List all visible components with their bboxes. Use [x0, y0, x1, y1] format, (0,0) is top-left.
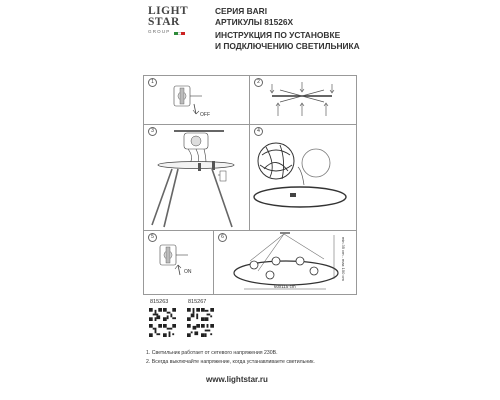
- note-2: 2. Всегда выключайте напряжение, когда устанавливаете светильник.: [146, 359, 315, 365]
- logo-line-2: STAR: [148, 16, 180, 28]
- article-code-1: 815263: [150, 299, 169, 305]
- step-number: 3: [148, 127, 157, 136]
- series-header: [215, 6, 293, 28]
- step-number: 1: [148, 78, 157, 87]
- title-line-1: ИНСТРУКЦИЯ ПО УСТАНОВКЕ: [215, 30, 341, 40]
- step-number: 4: [254, 127, 263, 136]
- switch-on-label: ON: [184, 269, 192, 275]
- instruction-grid: [143, 75, 357, 295]
- step-4-panel: [250, 125, 356, 231]
- wiring-connection-illustration: [144, 125, 250, 231]
- switch-off-illustration: [144, 76, 250, 125]
- step-1-panel: [144, 76, 250, 125]
- website-link[interactable]: www.lightstar.ru: [206, 375, 268, 384]
- italian-flag-icon: [174, 32, 185, 35]
- note-1: 1. Светильник работает от сетевого напряжения 230В.: [146, 350, 278, 356]
- qr-code-icon: [201, 324, 214, 337]
- switch-off-label: OFF: [200, 112, 210, 118]
- safety-notes: [146, 349, 315, 367]
- step-number: 6: [218, 233, 227, 242]
- logo-line-1: LIGHT: [148, 5, 189, 17]
- step-3-panel: [144, 125, 250, 231]
- title-line-2: И ПОДКЛЮЧЕНИЮ СВЕТИЛЬНИКА: [215, 41, 360, 51]
- step-2-panel: [250, 76, 356, 125]
- qr-code-icon: [201, 308, 214, 321]
- qr-code-icon: [163, 308, 176, 321]
- height-dimension-label: min 35 cm - max 150 cm: [341, 237, 346, 281]
- product-codes: [145, 299, 235, 344]
- step-number: 2: [254, 78, 263, 87]
- step-6-panel: [214, 231, 356, 294]
- mounting-bracket-illustration: [250, 76, 356, 125]
- shade-installation-illustration: [250, 125, 356, 231]
- step-number: 5: [148, 233, 157, 242]
- qr-code-icon: [163, 324, 176, 337]
- series-articles: АРТИКУЛЫ 81526X: [215, 17, 294, 27]
- series-name: СЕРИЯ BARI: [215, 6, 268, 16]
- logo-line-3: GROUP: [148, 29, 171, 34]
- final-assembly-illustration: [214, 231, 356, 294]
- qr-code-icon: [149, 324, 162, 337]
- document-title: [215, 30, 360, 52]
- qr-code-icon: [149, 308, 162, 321]
- brand-logo: [148, 6, 188, 34]
- qr-code-icon: [187, 308, 200, 321]
- step-5-panel: [144, 231, 214, 294]
- article-code-2: 815267: [188, 299, 207, 305]
- qr-code-icon: [187, 324, 200, 337]
- width-dimension-label: 60x115 cm: [274, 284, 296, 289]
